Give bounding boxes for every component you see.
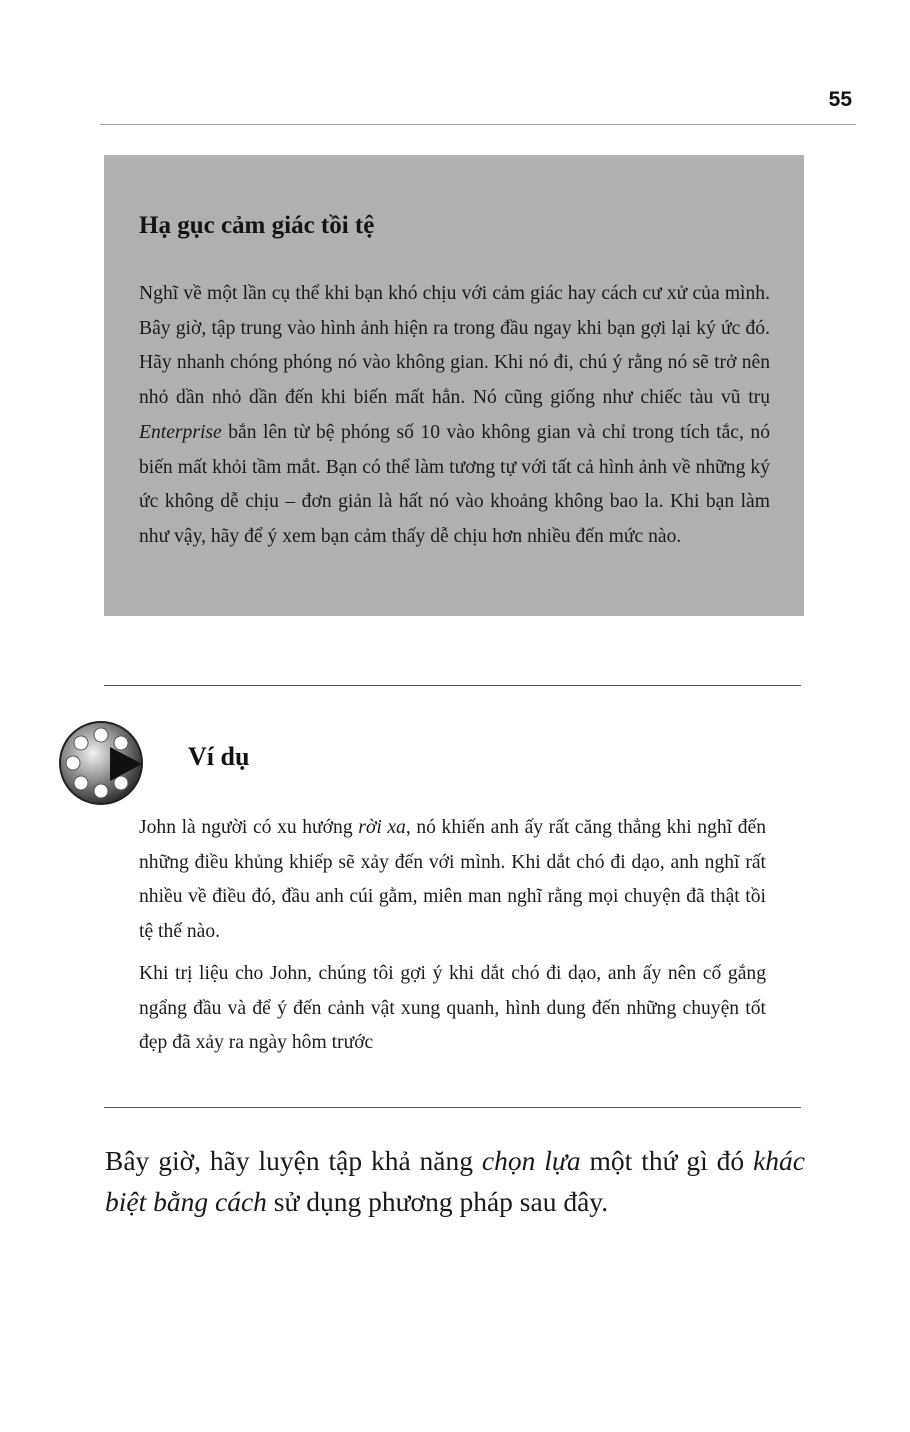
closing-text-italic: khác biệt bằng cách — [105, 1145, 805, 1217]
example-top-rule — [104, 685, 801, 686]
example-paragraph — [139, 957, 766, 1061]
example-title: Ví dụ — [188, 742, 250, 771]
example-text-italic: rời xa — [358, 817, 406, 838]
exercise-text-part: bắn lên từ bệ phóng số 10 vào không gian và chỉ trong tích tắc, nó biến mất khỏi tầm mắt. Bạn có thể làm tương tự với tất cả hình ảnh về những ký ức không dễ chịu – đơn giản là hất nó vào khoảng không bao la. Khi bạn làm như vậy, hãy để ý xem bạn cảm thấy dễ chịu hơn nhiều đến mức nào. — [139, 421, 770, 547]
exercise-body — [139, 277, 770, 555]
page-number: 55 — [828, 88, 852, 111]
exercise-box — [104, 155, 804, 616]
exercise-text-part: Nghĩ về một lần cụ thể khi bạn khó chịu với cảm giác hay cách cư xử của mình. Bây giờ, tập trung vào hình ảnh hiện ra trong đầu ngay khi bạn gợi lại ký ức đó. Hãy nhanh chóng phóng nó vào không gian. Khi nó đi, chú ý rằng nó sẽ trở nên nhỏ dần nhỏ dần đến khi biến mất hẳn. Nó cũng giống như chiếc tàu vũ trụ — [139, 283, 770, 409]
closing-text-part: sử dụng phương pháp sau đây. — [266, 1186, 609, 1217]
closing-text-italic: chọn lựa — [481, 1145, 581, 1176]
example-body — [139, 811, 766, 1068]
example-text-part: Khi trị liệu cho John, chúng tôi gợi ý khi dắt chó đi dạo, anh ấy nên cố gắng ngẩng đầu và để ý đến cảnh vật xung quanh, hình dung đến những chuyện tốt đẹp đã xảy ra ngày hôm trước — [139, 962, 766, 1054]
header-rule — [100, 124, 856, 125]
example-text-part: John là người có xu hướng — [139, 817, 359, 838]
exercise-text-italic: Enterprise — [139, 421, 222, 443]
exercise-title: Hạ gục cảm giác tồi tệ — [139, 212, 375, 239]
closing-text-part: Bây giờ, hãy luyện tập khả năng — [105, 1145, 482, 1176]
closing-text-part: một thứ gì đó — [580, 1145, 754, 1176]
example-paragraph — [139, 811, 766, 950]
closing-paragraph — [105, 1140, 805, 1222]
example-bottom-rule — [104, 1107, 801, 1108]
example-text-part: , nó khiến anh ấy rất căng thẳng khi nghĩ đến những điều khủng khiếp sẽ xảy đến với mình. Khi dắt chó đi dạo, anh nghĩ rất nhiều về điều đó, đầu anh cúi gằm, miên man nghĩ rằng mọi chuyện đã thật tồi tệ thế nào. — [139, 817, 767, 943]
film-reel-play-icon — [58, 720, 144, 806]
